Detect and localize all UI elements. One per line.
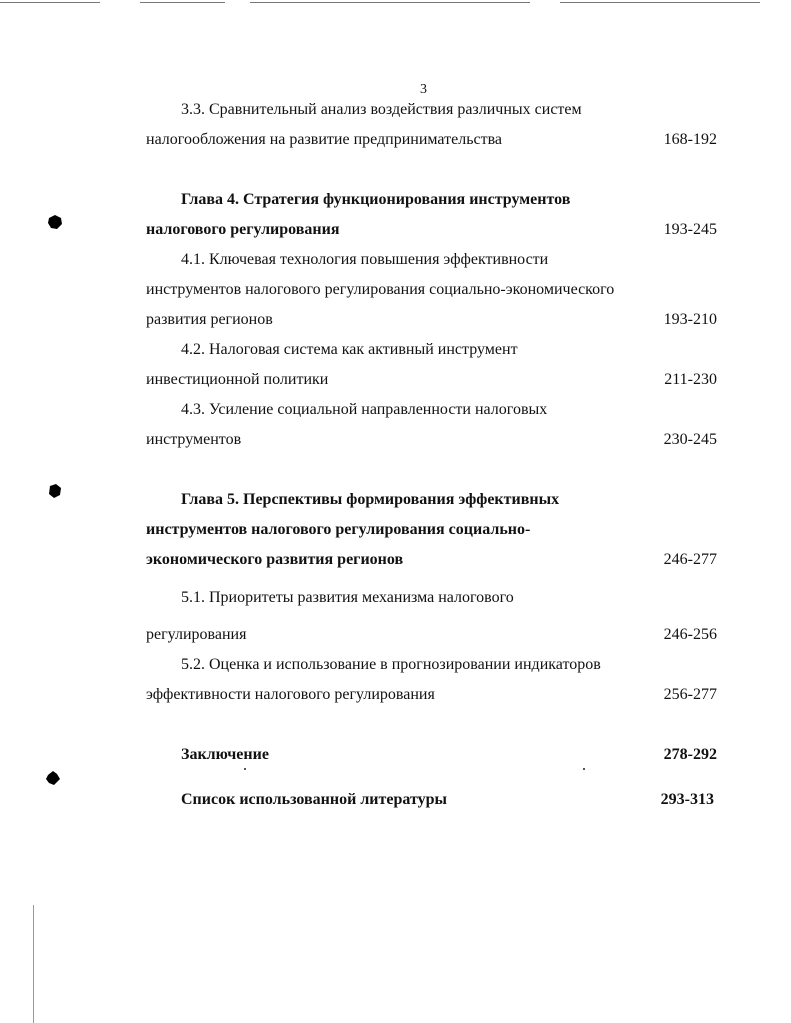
toc-entry-text: инвестиционной политики (146, 371, 329, 388)
toc-entry-text: 3.3. Сравнительный анализ воздействия различных систем (181, 101, 582, 118)
toc-conclusion-label: Заключение (181, 746, 269, 763)
scan-speck (244, 768, 246, 770)
punch-hole-icon (46, 482, 64, 500)
toc-entry-text: эффективности налогового регулирования (146, 686, 435, 703)
toc-page-range: 246-256 (663, 626, 717, 643)
toc-entry-text: 4.2. Налоговая система как активный инструмент (181, 341, 518, 358)
chapter-heading-text: налогового регулирования (146, 221, 340, 238)
toc-bibliography-label: Список использованной литературы (181, 791, 447, 808)
toc-page-range: 211-230 (664, 371, 717, 388)
page-number: 3 (420, 82, 427, 97)
toc-page-range: 256-277 (663, 686, 717, 703)
toc-entry-4-3-cont (146, 428, 717, 452)
chapter-4-heading (181, 188, 717, 212)
toc-entry-text: инструментов (146, 431, 242, 448)
toc-entry-4-1 (181, 248, 717, 272)
toc-entry-text: 5.1. Приоритеты развития механизма налогового (181, 589, 514, 606)
toc-page-range: 278-292 (663, 746, 717, 763)
toc-page-range: 246-277 (663, 551, 717, 568)
toc-entry-5-1-cont (146, 623, 717, 647)
chapter-4-heading-cont (146, 218, 717, 242)
toc-entry-text: развития регионов (146, 311, 273, 328)
scan-artifact-line (250, 2, 530, 3)
toc-bibliography (181, 788, 714, 812)
toc-page-range: 193-245 (663, 221, 717, 238)
toc-entry-4-1-cont (146, 278, 717, 302)
chapter-heading-text: инструментов налогового регулирования социально- (146, 521, 531, 538)
toc-entry-text: регулирования (146, 626, 247, 643)
chapter-heading-text: экономического развития регионов (146, 551, 404, 568)
toc-entry-5-2-cont (146, 683, 717, 707)
scan-artifact-edge (33, 905, 34, 1023)
punch-hole-icon (44, 769, 62, 787)
toc-entry-3-3 (181, 98, 717, 122)
chapter-heading-text: Глава 4. Стратегия функционирования инструментов (181, 191, 571, 208)
toc-page-range: 230-245 (663, 431, 717, 448)
toc-entry-4-2 (181, 338, 717, 362)
toc-entry-text: 4.1. Ключевая технология повышения эффективности (181, 251, 549, 268)
toc-entry-4-2-cont (146, 368, 717, 392)
toc-entry-text: инструментов налогового регулирования социально-экономического (146, 281, 615, 298)
toc-entry-5-2 (181, 653, 717, 677)
scan-speck (583, 768, 585, 770)
chapter-5-heading-cont (146, 548, 717, 572)
toc-page-range: 168-192 (663, 131, 717, 148)
toc-entry-5-1 (181, 586, 717, 610)
toc-page-range: 193-210 (663, 311, 717, 328)
scan-artifact-line (0, 2, 100, 3)
chapter-5-heading (181, 488, 717, 512)
toc-conclusion (181, 743, 717, 767)
scan-artifact-line (140, 2, 225, 3)
toc-entry-3-3-cont (146, 128, 717, 152)
chapter-heading-text: Глава 5. Перспективы формирования эффективных (181, 491, 560, 508)
toc-page-range: 293-313 (660, 791, 714, 808)
toc-entry-4-3 (181, 398, 717, 422)
toc-entry-text: 4.3. Усиление социальной направленности налоговых (181, 401, 548, 418)
toc-entry-text: 5.2. Оценка и использование в прогнозировании индикаторов (181, 656, 601, 673)
punch-hole-icon (46, 213, 64, 231)
toc-entry-4-1-cont (146, 308, 717, 332)
toc-entry-text: налогообложения на развитие предпринимательства (146, 131, 503, 148)
scan-artifact-line (560, 2, 760, 3)
chapter-5-heading-cont (146, 518, 717, 542)
